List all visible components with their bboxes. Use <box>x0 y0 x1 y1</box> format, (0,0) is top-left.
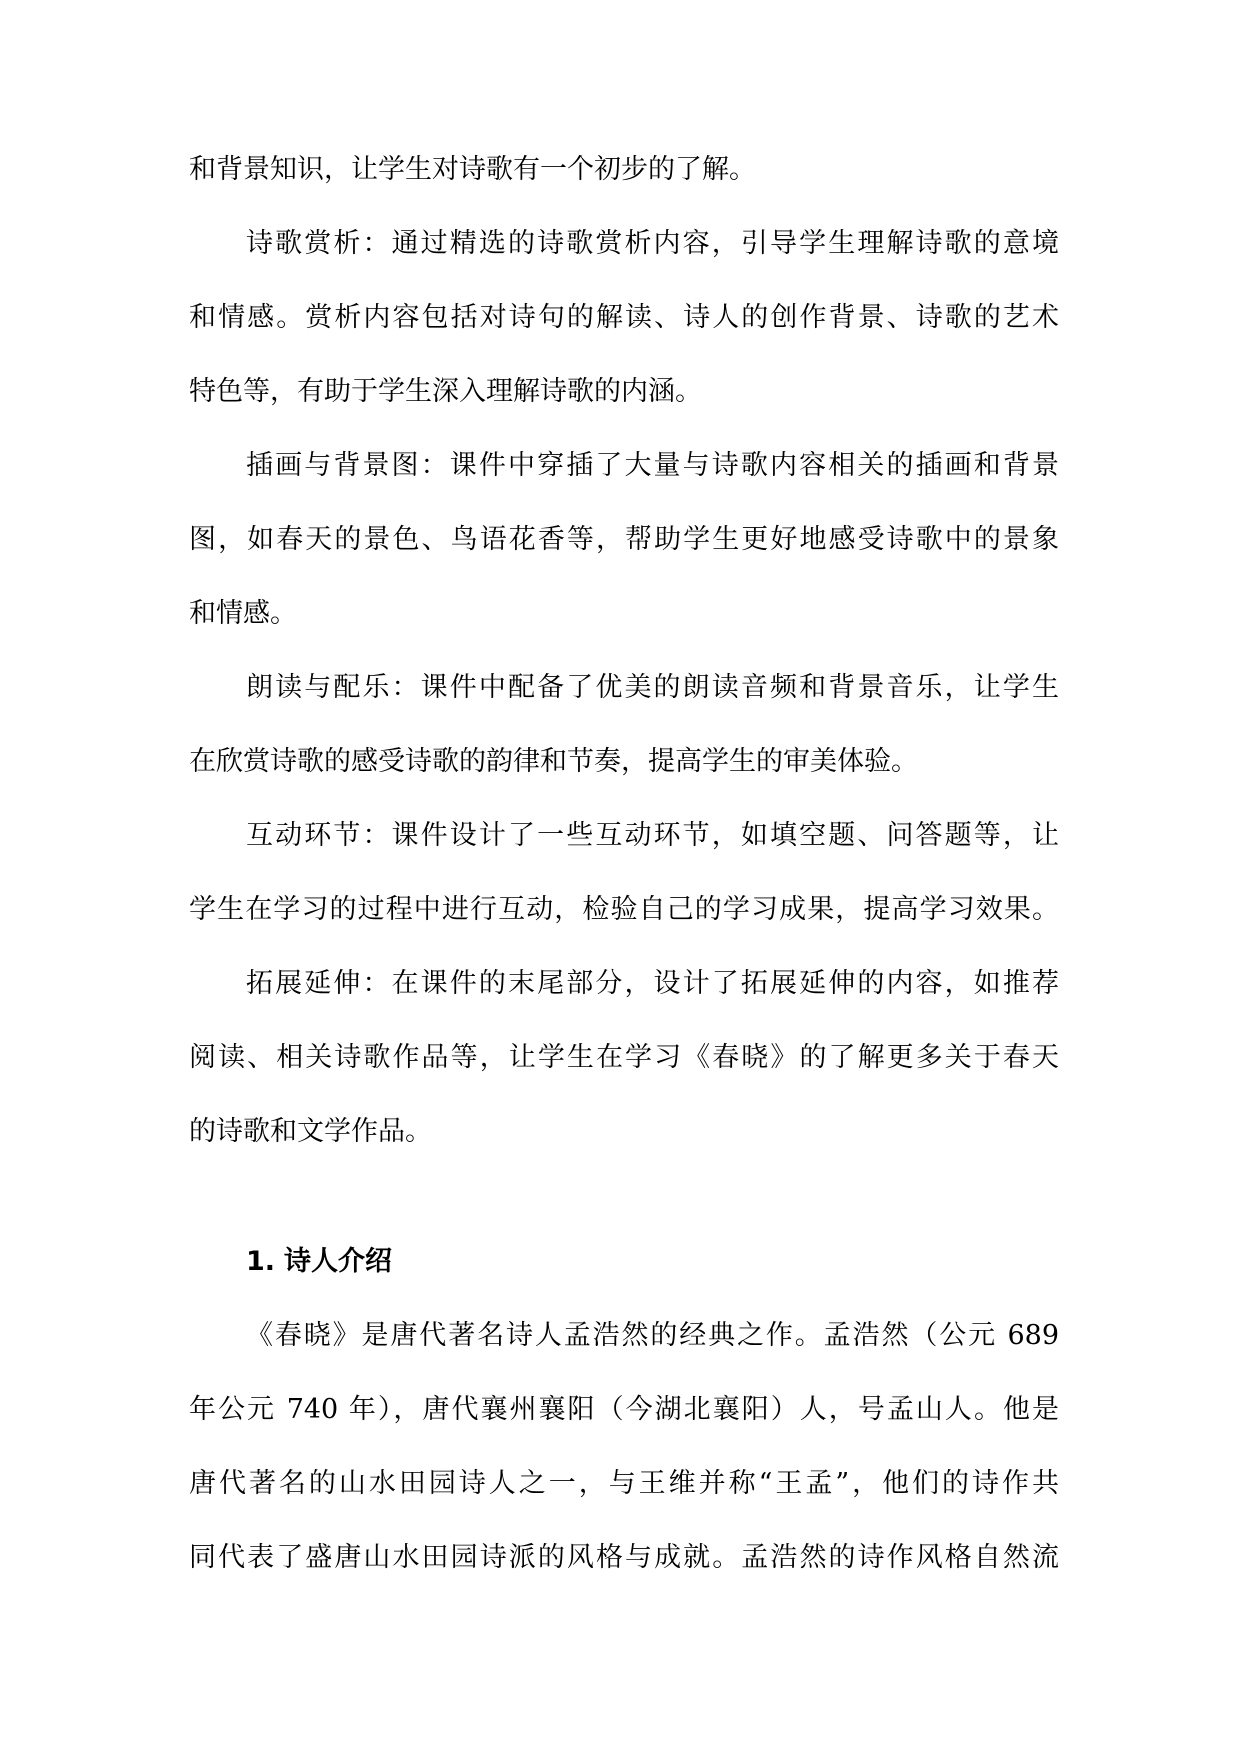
paragraph-line: 插画与背景图：课件中穿插了大量与诗歌内容相关的插画和背景 <box>246 450 1059 481</box>
section-number: 1. <box>246 1246 276 1277</box>
section-line: 同代表了盛唐山水田园诗派的风格与成就。孟浩然的诗作风格自然流 <box>189 1542 1059 1573</box>
section-line: 年公元 740 年），唐代襄州襄阳（今湖北襄阳）人，号孟山人。他是 <box>189 1394 1059 1425</box>
paragraph-line: 学生在学习的过程中进行互动，检验自己的学习成果，提高学习效果。 <box>189 894 1059 925</box>
section-line: 《春晓》是唐代著名诗人孟浩然的经典之作。孟浩然（公元 689 <box>246 1320 1059 1351</box>
paragraph-line: 在欣赏诗歌的感受诗歌的韵律和节奏，提高学生的审美体验。 <box>189 746 918 777</box>
paragraph-line: 图，如春天的景色、鸟语花香等，帮助学生更好地感受诗歌中的景象 <box>189 524 1059 555</box>
section-line: 唐代著名的山水田园诗人之一，与王维并称“王孟”，他们的诗作共 <box>189 1468 1059 1499</box>
paragraph-line: 朗读与配乐：课件中配备了优美的朗读音频和背景音乐，让学生 <box>246 672 1059 703</box>
paragraph-line: 拓展延伸：在课件的末尾部分，设计了拓展延伸的内容，如推荐 <box>246 968 1059 999</box>
paragraph-line: 和背景知识，让学生对诗歌有一个初步的了解。 <box>189 154 756 185</box>
paragraph-line: 阅读、相关诗歌作品等，让学生在学习《春晓》的了解更多关于春天 <box>189 1042 1059 1073</box>
paragraph-line: 和情感。赏析内容包括对诗句的解读、诗人的创作背景、诗歌的艺术 <box>189 302 1059 333</box>
paragraph-line: 诗歌赏析：通过精选的诗歌赏析内容，引导学生理解诗歌的意境 <box>246 228 1059 259</box>
paragraph-line: 的诗歌和文学作品。 <box>189 1116 432 1147</box>
paragraph-line: 特色等，有助于学生深入理解诗歌的内涵。 <box>189 376 702 407</box>
paragraph-line: 互动环节：课件设计了一些互动环节，如填空题、问答题等，让 <box>246 820 1059 851</box>
section-heading <box>246 1242 392 1282</box>
section-title: 诗人介绍 <box>284 1246 392 1277</box>
paragraph-line: 和情感。 <box>189 598 297 629</box>
